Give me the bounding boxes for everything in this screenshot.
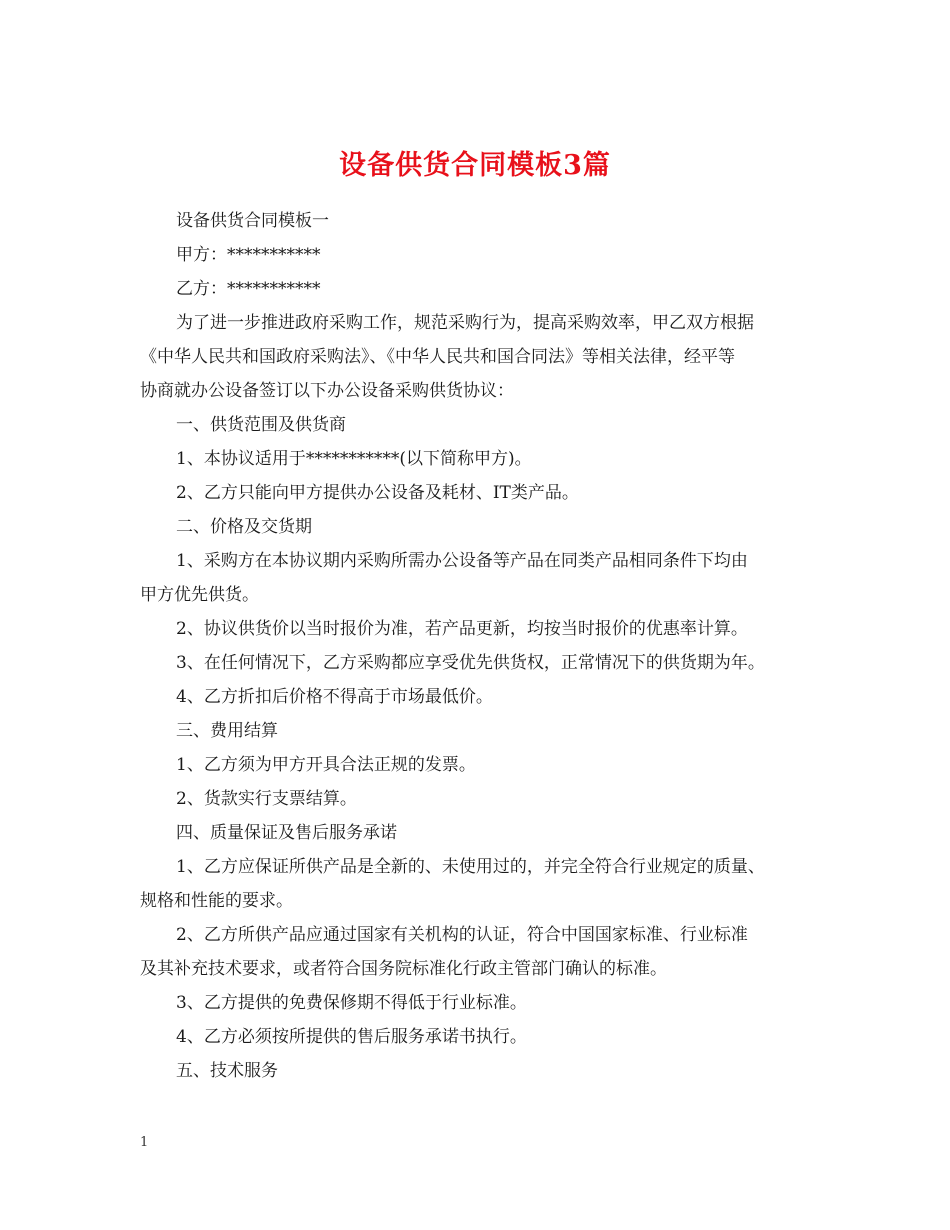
document-line: 2、乙方只能向甲方提供办公设备及耗材、IT类产品。 [176,483,579,503]
document-line: 协商就办公设备签订以下办公设备采购供货协议： [140,381,514,401]
document-line: 甲方：*********** [176,245,321,265]
document-line: 甲方优先供货。 [140,585,259,605]
document-line: 二、价格及交货期 [176,517,312,537]
document-line: 4、乙方折扣后价格不得高于市场最低价。 [176,687,493,707]
document-line: 1、采购方在本协议期内采购所需办公设备等产品在同类产品相同条件下均由 [176,551,748,571]
document-line: 一、供货范围及供货商 [176,415,346,435]
document-line: 为了进一步推进政府采购工作，规范采购行为，提高采购效率，甲乙双方根据 [176,313,754,333]
document-line: 2、协议供货价以当时报价为准，若产品更新，均按当时报价的优惠率计算。 [176,619,748,639]
document-line: 《中华人民共和国政府采购法》、《中华人民共和国合同法》等相关法律，经平等 [140,347,735,367]
document-line: 及其补充技术要求，或者符合国务院标准化行政主管部门确认的标准。 [140,959,667,979]
document-line: 3、乙方提供的免费保修期不得低于行业标准。 [176,993,527,1013]
document-line: 1、乙方应保证所供产品是全新的、未使用过的，并完全符合行业规定的质量、 [176,857,765,877]
document-line: 设备供货合同模板一 [176,211,329,231]
document-line: 四、质量保证及售后服务承诺 [176,823,397,843]
document-line: 规格和性能的要求。 [140,891,293,911]
document-line: 2、乙方所供产品应通过国家有关机构的认证，符合中国国家标准、行业标准 [176,925,748,945]
document-line: 2、货款实行支票结算。 [176,789,357,809]
document-line: 1、乙方须为甲方开具合法正规的发票。 [176,755,476,775]
document-line: 五、技术服务 [176,1061,278,1081]
document-line: 三、费用结算 [176,721,278,741]
document-line: 4、乙方必须按所提供的售后服务承诺书执行。 [176,1027,527,1047]
document-line: 乙方：*********** [176,279,321,299]
document-line: 1、本协议适用于***********(以下简称甲方)。 [176,449,532,469]
document-title: 设备供货合同模板3篇 [339,150,611,182]
document-line: 3、在任何情况下，乙方采购都应享受优先供货权，正常情况下的供货期为年。 [176,653,765,673]
page-number: 1 [140,1135,149,1150]
document-body [140,204,820,1088]
